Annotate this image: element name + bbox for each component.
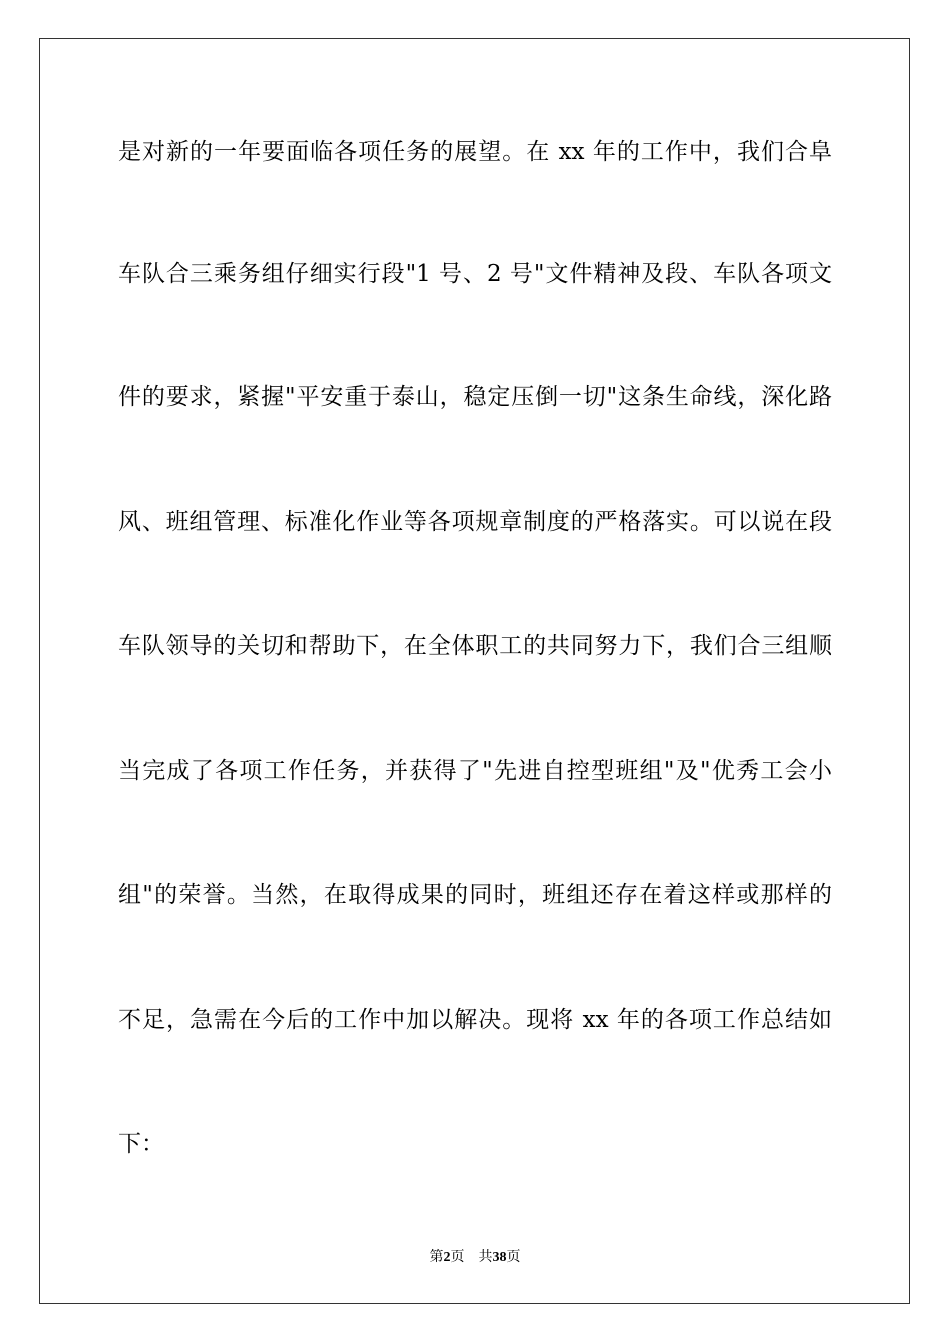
body-line-1: 是对新的一年要面临各项任务的展望。在 xx 年的工作中，我们合阜 [118,139,832,165]
page-border [39,38,910,1304]
page-footer [0,1248,950,1267]
footer-current-page: 2 [443,1250,451,1265]
body-line-9: 下： [118,1131,164,1157]
body-line-3: 件的要求，紧握"平安重于泰山，稳定压倒一切"这条生命线，深化路 [118,384,832,410]
body-line-6: 当完成了各项工作任务，并获得了"先进自控型班组"及"优秀工会小 [118,758,832,784]
body-line-2: 车队合三乘务组仔细实行段"1 号、2 号"文件精神及段、车队各项文 [118,261,832,287]
body-line-5: 车队领导的关切和帮助下，在全体职工的共同努力下，我们合三组顺 [118,633,832,659]
body-line-8: 不足，急需在今后的工作中加以解决。现将 xx 年的各项工作总结如 [118,1007,832,1033]
footer-mid: 页 共 [450,1249,493,1265]
body-line-7: 组"的荣誉。当然，在取得成果的同时，班组还存在着这样或那样的 [118,882,832,908]
body-line-4: 风、班组管理、标准化作业等各项规章制度的严格落实。可以说在段 [118,509,832,535]
footer-prefix: 第 [429,1249,444,1265]
footer-suffix: 页 [506,1249,521,1265]
footer-total-pages: 38 [492,1250,507,1265]
